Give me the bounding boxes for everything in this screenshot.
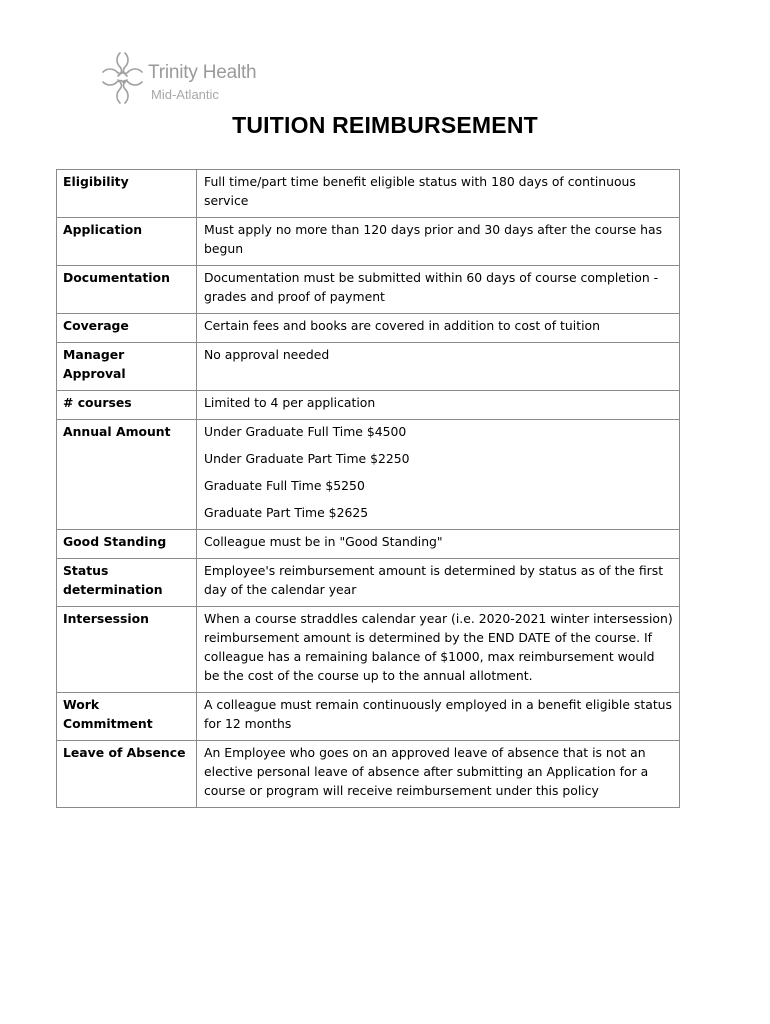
table-row	[57, 741, 680, 808]
row-value	[197, 420, 680, 530]
row-label: Status determination	[57, 559, 197, 607]
row-label: # courses	[57, 391, 197, 420]
row-value: Must apply no more than 120 days prior and 30 days after the course has begun	[197, 218, 680, 266]
row-label: Eligibility	[57, 170, 197, 218]
row-value: Colleague must be in "Good Standing"	[197, 530, 680, 559]
logo-subtitle: Mid-Atlantic	[151, 87, 219, 102]
row-label: Coverage	[57, 314, 197, 343]
annual-amount-line: Under Graduate Part Time $2250	[204, 451, 410, 466]
annual-amount-line: Graduate Full Time $5250	[204, 478, 365, 493]
cross-logo-icon	[100, 50, 146, 106]
table-row	[57, 170, 680, 218]
annual-amount-line: Under Graduate Full Time $4500	[204, 424, 407, 439]
row-label: Annual Amount	[57, 420, 197, 530]
row-value: Full time/part time benefit eligible status with 180 days of continuous service	[197, 170, 680, 218]
trinity-health-logo	[100, 50, 270, 106]
row-value: A colleague must remain continuously employed in a benefit eligible status for 12 months	[197, 693, 680, 741]
table-row	[57, 218, 680, 266]
table-row	[57, 693, 680, 741]
row-label: Good Standing	[57, 530, 197, 559]
row-value: Documentation must be submitted within 60 days of course completion - grades and proof of payment	[197, 266, 680, 314]
row-label: Application	[57, 218, 197, 266]
logo-name: Trinity Health	[148, 62, 257, 83]
row-label: Work Commitment	[57, 693, 197, 741]
row-label: Intersession	[57, 607, 197, 693]
row-value: Limited to 4 per application	[197, 391, 680, 420]
table-row	[57, 266, 680, 314]
policy-table	[56, 169, 680, 808]
table-row	[57, 559, 680, 607]
table-row	[57, 420, 680, 530]
page-title: TUITION REIMBURSEMENT	[232, 112, 538, 138]
table-row	[57, 607, 680, 693]
row-label: Manager Approval	[57, 343, 197, 391]
row-label: Documentation	[57, 266, 197, 314]
table-row	[57, 391, 680, 420]
row-label: Leave of Absence	[57, 741, 197, 808]
table-row	[57, 530, 680, 559]
annual-amount-line: Graduate Part Time $2625	[204, 505, 369, 520]
row-value: An Employee who goes on an approved leave of absence that is not an elective personal leave of absence after submitting an Application for a course or program will receive reimbursement under this policy	[197, 741, 680, 808]
table-row	[57, 314, 680, 343]
row-value: Employee's reimbursement amount is determined by status as of the first day of the calendar year	[197, 559, 680, 607]
row-value: Certain fees and books are covered in addition to cost of tuition	[197, 314, 680, 343]
table-row	[57, 343, 680, 391]
row-value: No approval needed	[197, 343, 680, 391]
row-value: When a course straddles calendar year (i.e. 2020-2021 winter intersession) reimbursement amount is determined by the END DATE of the course. If colleague has a remaining balance of $1000, max reimbursement would be the cost of the course up to the annual allotment.	[197, 607, 680, 693]
